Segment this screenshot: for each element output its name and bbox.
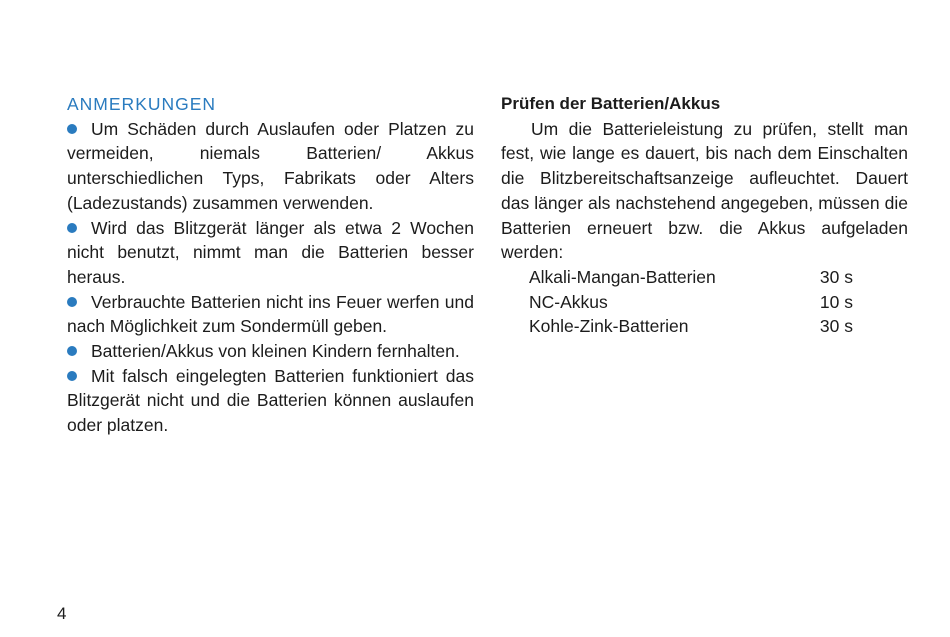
notes-heading: ANMERKUNGEN	[67, 94, 217, 114]
battery-time: 30 s	[819, 266, 853, 287]
note-text: Mit falsch eingelegten Batterien funktioniert das Blitzgerät nicht und die Batterien können auslaufen oder platzen.	[67, 365, 474, 436]
bullet-icon	[67, 371, 77, 381]
note-text: Batterien/Akkus von kleinen Kindern fernhalten.	[91, 341, 460, 362]
note-item	[67, 117, 474, 216]
battery-time: 10 s	[819, 291, 853, 312]
bullet-icon	[67, 124, 77, 134]
battery-type: Kohle-Zink-Batterien	[529, 316, 689, 337]
battery-row	[529, 290, 853, 315]
battery-check-column	[501, 92, 908, 339]
note-text: Verbrauchte Batterien nicht ins Feuer werfen und nach Möglichkeit zum Sondermüll geben.	[67, 291, 474, 337]
battery-check-heading: Prüfen der Batterien/Akkus	[501, 94, 721, 113]
battery-type: NC-Akkus	[529, 291, 608, 312]
notes-column	[67, 92, 474, 438]
battery-time: 30 s	[819, 316, 853, 337]
battery-row	[529, 265, 853, 290]
note-item	[67, 364, 474, 438]
note-item	[67, 339, 474, 364]
bullet-icon	[67, 346, 77, 356]
bullet-icon	[67, 223, 77, 233]
battery-type: Alkali-Mangan-Batterien	[529, 266, 716, 287]
battery-table	[529, 265, 853, 339]
battery-row	[529, 314, 853, 339]
bullet-icon	[67, 297, 77, 307]
note-item	[67, 216, 474, 290]
note-text: Um Schäden durch Auslaufen oder Platzen zu vermeiden, niemals Batterien/ Akkus unterschiedlichen Typs, Fabrikats oder Alters (Ladezustands) zusammen verwenden.	[67, 118, 474, 213]
page-number: 4	[57, 604, 67, 623]
note-text: Wird das Blitzgerät länger als etwa 2 Wochen nicht benutzt, nimmt man die Batterien besser heraus.	[67, 217, 474, 287]
note-item	[67, 290, 474, 339]
battery-check-body: Um die Batterieleistung zu prüfen, stellt man fest, wie lange es dauert, bis nach dem Einschalten die Blitzbereitschaftsanzeige aufleuchtet. Dauert das länger als nachstehend angegeben, müssen die Batterien erneuert bzw. die Akkus aufgeladen werden:	[501, 118, 908, 263]
